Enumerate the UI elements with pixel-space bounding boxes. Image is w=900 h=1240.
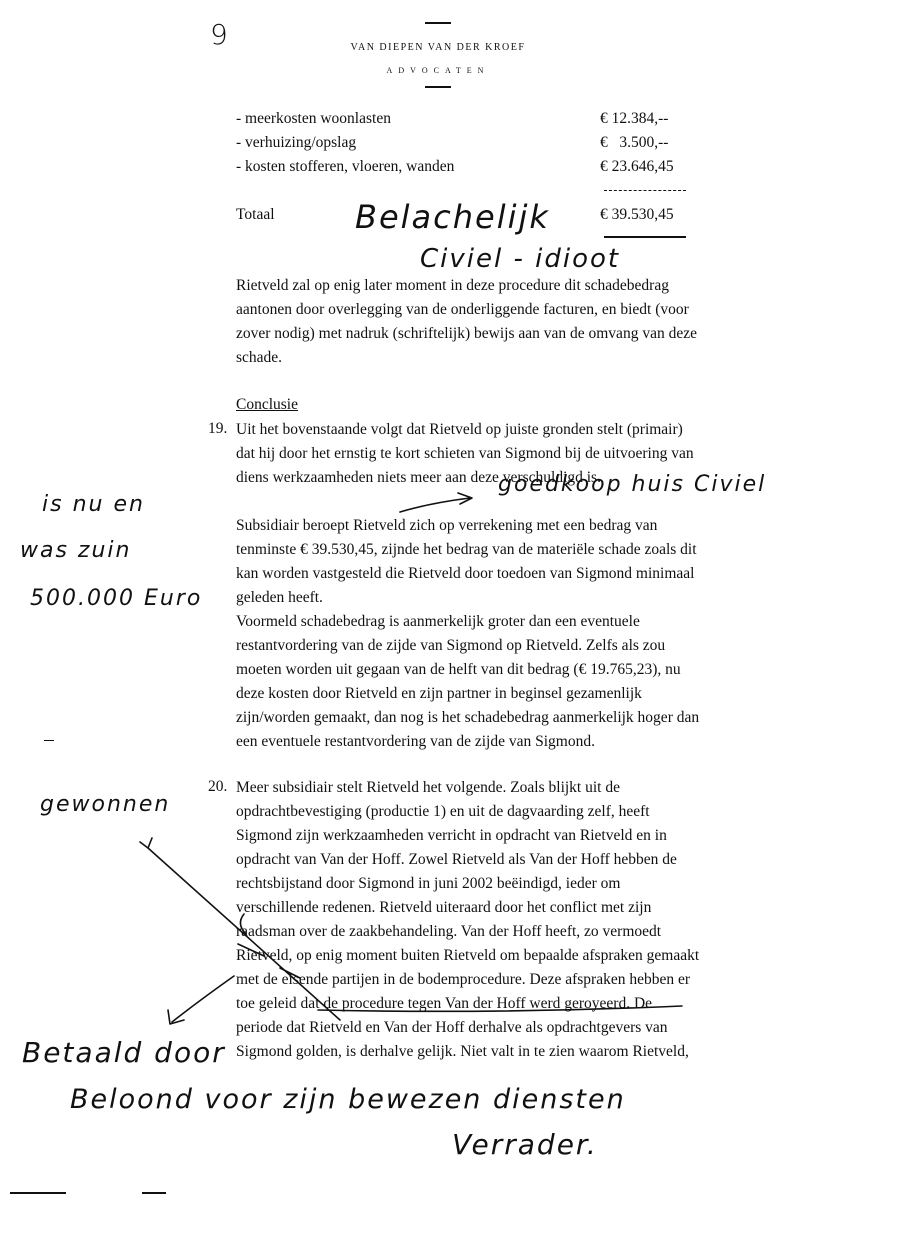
handwritten-bottom-line: Beloond voor zijn bewezen diensten — [70, 1084, 626, 1115]
cost-item-amount: € 3.500,-- — [600, 134, 669, 151]
paragraph-line: tenminste € 39.530,45, zijnde het bedrag van de materiële schade zoals dit — [236, 541, 697, 558]
cost-item-label: - verhuizing/opslag — [236, 134, 357, 151]
arrow-head — [168, 1010, 184, 1024]
cost-item-amount: € 12.384,-- — [600, 110, 669, 127]
subtotal-rule — [604, 190, 686, 191]
paragraph-line: een eventuele restantvordering van de zijde van Sigmond. — [236, 733, 595, 750]
paragraph-line: Uit het bovenstaande volgt dat Rietveld op juiste gronden stelt (primair) — [236, 421, 683, 438]
firm-subtitle: ADVOCATEN — [386, 66, 490, 75]
handwritten-belachelijk: Belachelijk — [355, 198, 550, 236]
paragraph-line: Sigmond zijn werkzaamheden verricht in opdracht van Rietveld en in — [236, 827, 667, 844]
firm-name: VAN DIEPEN VAN DER KROEF — [350, 42, 526, 53]
handwritten-margin-note: was zuin — [20, 538, 132, 563]
paragraph-line: Subsidiair beroept Rietveld zich op verrekening met een bedrag van — [236, 517, 658, 534]
handwritten-civiel-idioot: Civiel - idioot — [420, 244, 621, 274]
paragraph-line: kan worden vastgesteld die Rietveld door toedoen van Sigmond minimaal — [236, 565, 695, 582]
paragraph-line: zijn/worden gemaakt, dan nog is het schadebedrag aanmerkelijk hoger dan — [236, 709, 700, 726]
handwritten-margin-note: 500.000 Euro — [30, 586, 203, 611]
cost-item-label: - kosten stofferen, vloeren, wanden — [236, 158, 455, 175]
total-label: Totaal — [236, 206, 275, 223]
handwritten-goedkoop-huis: goedkoop huis Civiel — [498, 472, 767, 497]
arrow-stroke — [172, 976, 234, 1022]
handwritten-gewonnen: gewonnen — [40, 792, 171, 817]
paragraph-line: schade. — [236, 349, 283, 366]
handwritten-page-number: 9 — [210, 18, 230, 51]
cost-item-label: - meerkosten woonlasten — [236, 110, 391, 127]
paragraph-line: opdrachtbevestiging (productie 1) en uit de dagvaarding zelf, heeft — [236, 803, 650, 820]
intro-paragraph — [236, 274, 697, 370]
header-bottom-rule — [425, 86, 451, 88]
margin-dash — [44, 740, 54, 741]
paragraph-line: rechtsbijstand door Sigmond in juni 2002 beëindigd, ieder om — [236, 875, 621, 892]
paragraph-line: restantvordering van de zijde van Sigmond op Rietveld. Zelfs als zou — [236, 637, 666, 654]
paragraph-line: geleden heeft. — [236, 589, 323, 606]
paragraph-line: diens werkzaamheden niets meer aan deze verschuldigd is. — [236, 469, 601, 486]
cost-item-amount: € 23.646,45 — [600, 158, 674, 175]
paragraph-line: moeten worden uit gegaan van de helft van dit bedrag (€ 19.765,23), nu — [236, 661, 681, 678]
paragraph-line: toe geleid dat de procedure tegen Van der Hoff werd geroyeerd. De — [236, 995, 653, 1012]
paragraph-number: 19. — [208, 420, 228, 437]
total-rule — [604, 236, 686, 238]
paragraph-line: zover nodig) met nadruk (schriftelijk) bewijs aan van de omvang van deze — [236, 325, 697, 342]
footer-rule — [10, 1192, 66, 1194]
paragraph-number: 20. — [208, 778, 228, 795]
paragraph-line: Rietveld, op enig moment buiten Rietveld om bepaalde afspraken gemaakt — [236, 947, 700, 964]
paragraph-line: Sigmond golden, is derhalve gelijk. Niet valt in te zien waarom Rietveld, — [236, 1043, 689, 1060]
paragraph-line: Rietveld zal op enig later moment in deze procedure dit schadebedrag — [236, 277, 669, 294]
section-heading: Conclusie — [236, 396, 298, 413]
handwritten-margin-note: is nu en — [42, 492, 145, 517]
paragraph-line: aantonen door overlegging van de onderliggende facturen, en biedt (voor — [236, 301, 689, 318]
arrow-head — [458, 493, 472, 504]
paragraph-line: opdracht van Van der Hoff. Zowel Rietveld als Van der Hoff hebben de — [236, 851, 677, 868]
paragraph-line: Voormeld schadebedrag is aanmerkelijk groter dan een eventuele — [236, 613, 640, 630]
paragraph-line: dat hij door het ernstig te kort schieten van Sigmond bij de uitvoering van — [236, 445, 694, 462]
paragraph-line: verschillende redenen. Rietveld uiteraard door het conflict met zijn — [236, 899, 652, 916]
total-amount: € 39.530,45 — [600, 206, 674, 223]
paragraph-20 — [236, 776, 699, 1064]
paragraph-line: met de eisende partijen in de bodemprocedure. Deze afspraken hebben er — [236, 971, 691, 988]
header-top-rule — [425, 22, 451, 24]
footer-rule — [142, 1192, 166, 1194]
paragraph-line: Meer subsidiair stelt Rietveld het volgende. Zoals blijkt uit de — [236, 779, 620, 796]
paragraph-19-subsidiair — [236, 514, 699, 754]
arrow-head — [140, 838, 152, 848]
paragraph-line: raadsman over de zaakbehandeling. Van der Hoff heeft, zo vermoedt — [236, 923, 662, 940]
arrow-stroke — [400, 498, 470, 512]
paragraph-line: deze kosten door Rietveld en zijn partner in beginsel gezamenlijk — [236, 685, 642, 702]
paragraph-line: periode dat Rietveld en Van der Hoff derhalve als opdrachtgevers van — [236, 1019, 668, 1036]
handwritten-betaald-door: Betaald door — [22, 1036, 226, 1069]
handwritten-verrader: Verrader. — [452, 1128, 598, 1161]
